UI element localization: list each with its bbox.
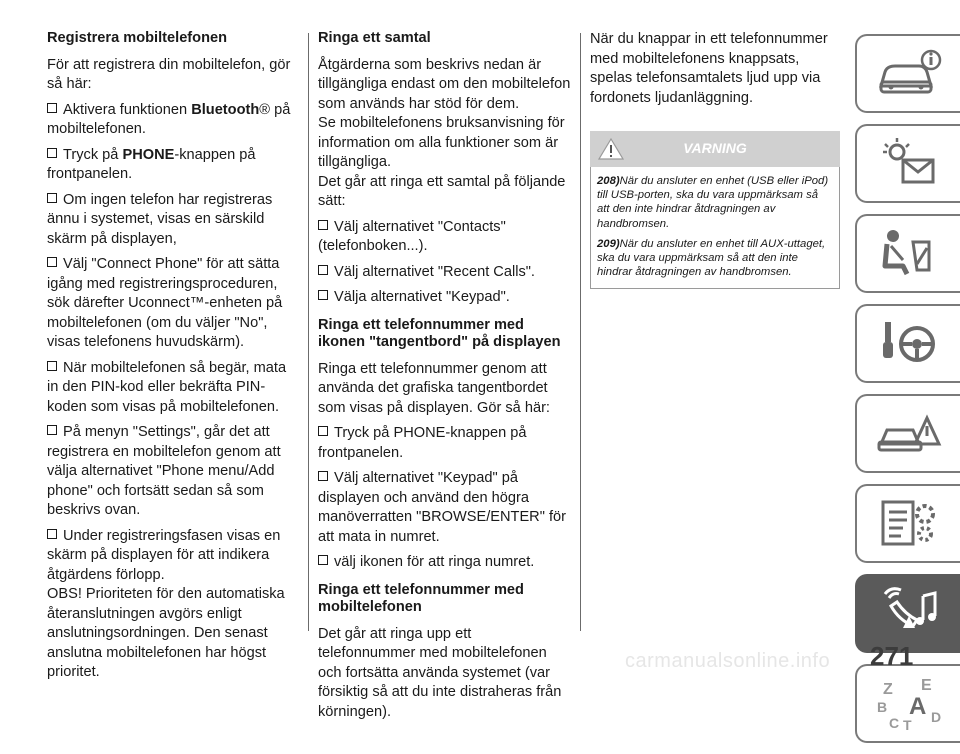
page-number: 271 (870, 641, 914, 671)
checkbox-bullet-icon (47, 529, 57, 539)
checkbox-bullet-icon (318, 290, 328, 300)
tab-car-info[interactable] (855, 34, 960, 113)
car-info-icon (873, 44, 945, 104)
list-item: välj ikonen för att ringa numret. (318, 553, 572, 573)
key-steering-icon (873, 314, 945, 374)
column-3 (590, 30, 840, 289)
index-letter: T (902, 716, 912, 733)
checkbox-bullet-icon (318, 426, 328, 436)
section-heading: Ringa ett telefonnummer med mobiltelefonen (318, 581, 524, 615)
column-2 (318, 30, 572, 728)
list-item: När mobiltelefonen så begär, mata in den PIN-kod eller bekräfta PIN-koden som visas på mobiltelefonen. (47, 359, 287, 415)
list-item: Välj "Connect Phone" för att sätta igång med registreringsproceduren, sök därefter Uconnect™-enheten på mobiltelefonen (om du väljer "No", visas telefonens huvudskärm). (47, 256, 283, 350)
index-letter: E (920, 676, 932, 694)
list-item: Välj alternativet "Recent Calls". (318, 263, 572, 283)
breakdown-icon (873, 404, 945, 464)
warning-title: VARNING (683, 140, 747, 157)
checkbox-bullet-icon (318, 555, 328, 565)
tab-index[interactable] (855, 664, 960, 743)
index-letter: C (888, 714, 899, 731)
note-paragraph: OBS! Prioriteten för den automatiska återanslutningen avgörs enligt anslutningsordningen. Den senast anslutna mobiltelefonen har högst prioritet. (47, 586, 285, 680)
list-item: Välja alternativet "Keypad". (318, 288, 572, 308)
checkbox-bullet-icon (318, 265, 328, 275)
warning-triangle-icon (598, 137, 624, 167)
column-divider (580, 33, 581, 631)
paragraph: Ringa ett telefonnummer genom att använda det grafiska tangentbordet som visas på displayen. Gör så här: (318, 360, 550, 416)
checkbox-bullet-icon (47, 148, 57, 158)
list-item: Aktivera funktionen Bluetooth® på mobiltelefonen. (47, 101, 291, 137)
warning-lights-icon (873, 134, 945, 194)
paragraph: Det går att ringa upp ett telefonnummer med mobiltelefonen och fortsätta använda systemet (var försiktig så att du inte distraheras från körningen). (318, 625, 562, 720)
index-letter: B (876, 698, 887, 715)
index-letter: A (908, 692, 926, 720)
section-heading: Ringa ett telefonnummer med ikonen "tangentbord" på displayen (318, 316, 561, 350)
seat-safety-icon (873, 224, 945, 284)
section-heading: Ringa ett samtal (318, 30, 431, 46)
tab-safety[interactable] (855, 214, 960, 293)
checkbox-bullet-icon (47, 361, 57, 371)
paragraph: När du knappar in ett telefonnummer med mobiltelefonens knappsats, spelas telefonsamtalets ljud upp via fordonets ljudanläggning. (590, 31, 828, 106)
list-item: Välj alternativet "Contacts" (telefonboken...). (318, 218, 506, 254)
paragraph: Se mobiltelefonens bruksanvisning för information om alla funktioner som är tillgängliga. (318, 115, 565, 170)
checkbox-bullet-icon (47, 103, 57, 113)
warning-box (590, 167, 840, 289)
section-heading: Registrera mobiltelefonen (47, 30, 228, 46)
multimedia-icon (873, 584, 945, 644)
paragraph: För att registrera din mobiltelefon, gör så här: (47, 56, 291, 92)
column-1 (47, 30, 297, 689)
index-icon (873, 674, 945, 734)
warning-item: 208)När du ansluter en enhet (USB eller iPod) till USB-porten, ska du vara uppmärksam så att den inte hindrar åtdragningen av handbromsen. (597, 175, 829, 230)
warning-item: 209)När du ansluter en enhet till AUX-uttaget, ska du vara uppmärksam så att den inte hindrar åtdragningen av handbromsen. (597, 237, 826, 279)
paragraph: Det går att ringa ett samtal på följande sätt: (318, 173, 566, 209)
list-item: Om ingen telefon har registreras ännu i systemet, visas en särskild skärm på displayen, (47, 191, 273, 247)
tab-maintenance[interactable] (855, 484, 960, 563)
checkbox-bullet-icon (318, 220, 328, 230)
index-letter: D (930, 708, 941, 725)
list-item: Under registreringsfasen visas en skärm på displayen för att indikera åtgärdens förlopp. (47, 527, 281, 583)
list-item: Tryck på PHONE-knappen på frontpanelen. (47, 146, 256, 182)
warning-header (590, 131, 840, 167)
tab-emergency[interactable] (855, 394, 960, 473)
checkbox-bullet-icon (47, 193, 57, 203)
list-item: Tryck på PHONE-knappen på frontpanelen. (318, 425, 527, 461)
tab-warning-lights[interactable] (855, 124, 960, 203)
list-item: Välj alternativet "Keypad" på displayen och använd den högra manöverratten "BROWSE/ENTER" för att mata in numret. (318, 470, 566, 545)
paragraph: Åtgärderna som beskrivs nedan är tillgängliga endast om den mobiltelefon som används har stöd för dem. (318, 56, 571, 112)
maintenance-icon (873, 494, 945, 554)
list-item: På menyn "Settings", går det att registrera en mobiltelefon genom att välja alternativet "Phone menu/Add phone" och fortsätt sedan så som beskrivs ovan. (47, 424, 281, 518)
column-divider (308, 33, 309, 631)
checkbox-bullet-icon (318, 471, 328, 481)
checkbox-bullet-icon (47, 257, 57, 267)
index-letter: Z (882, 680, 893, 698)
watermark: carmanualsonline.info (625, 650, 831, 672)
tab-starting-driving[interactable] (855, 304, 960, 383)
checkbox-bullet-icon (47, 425, 57, 435)
